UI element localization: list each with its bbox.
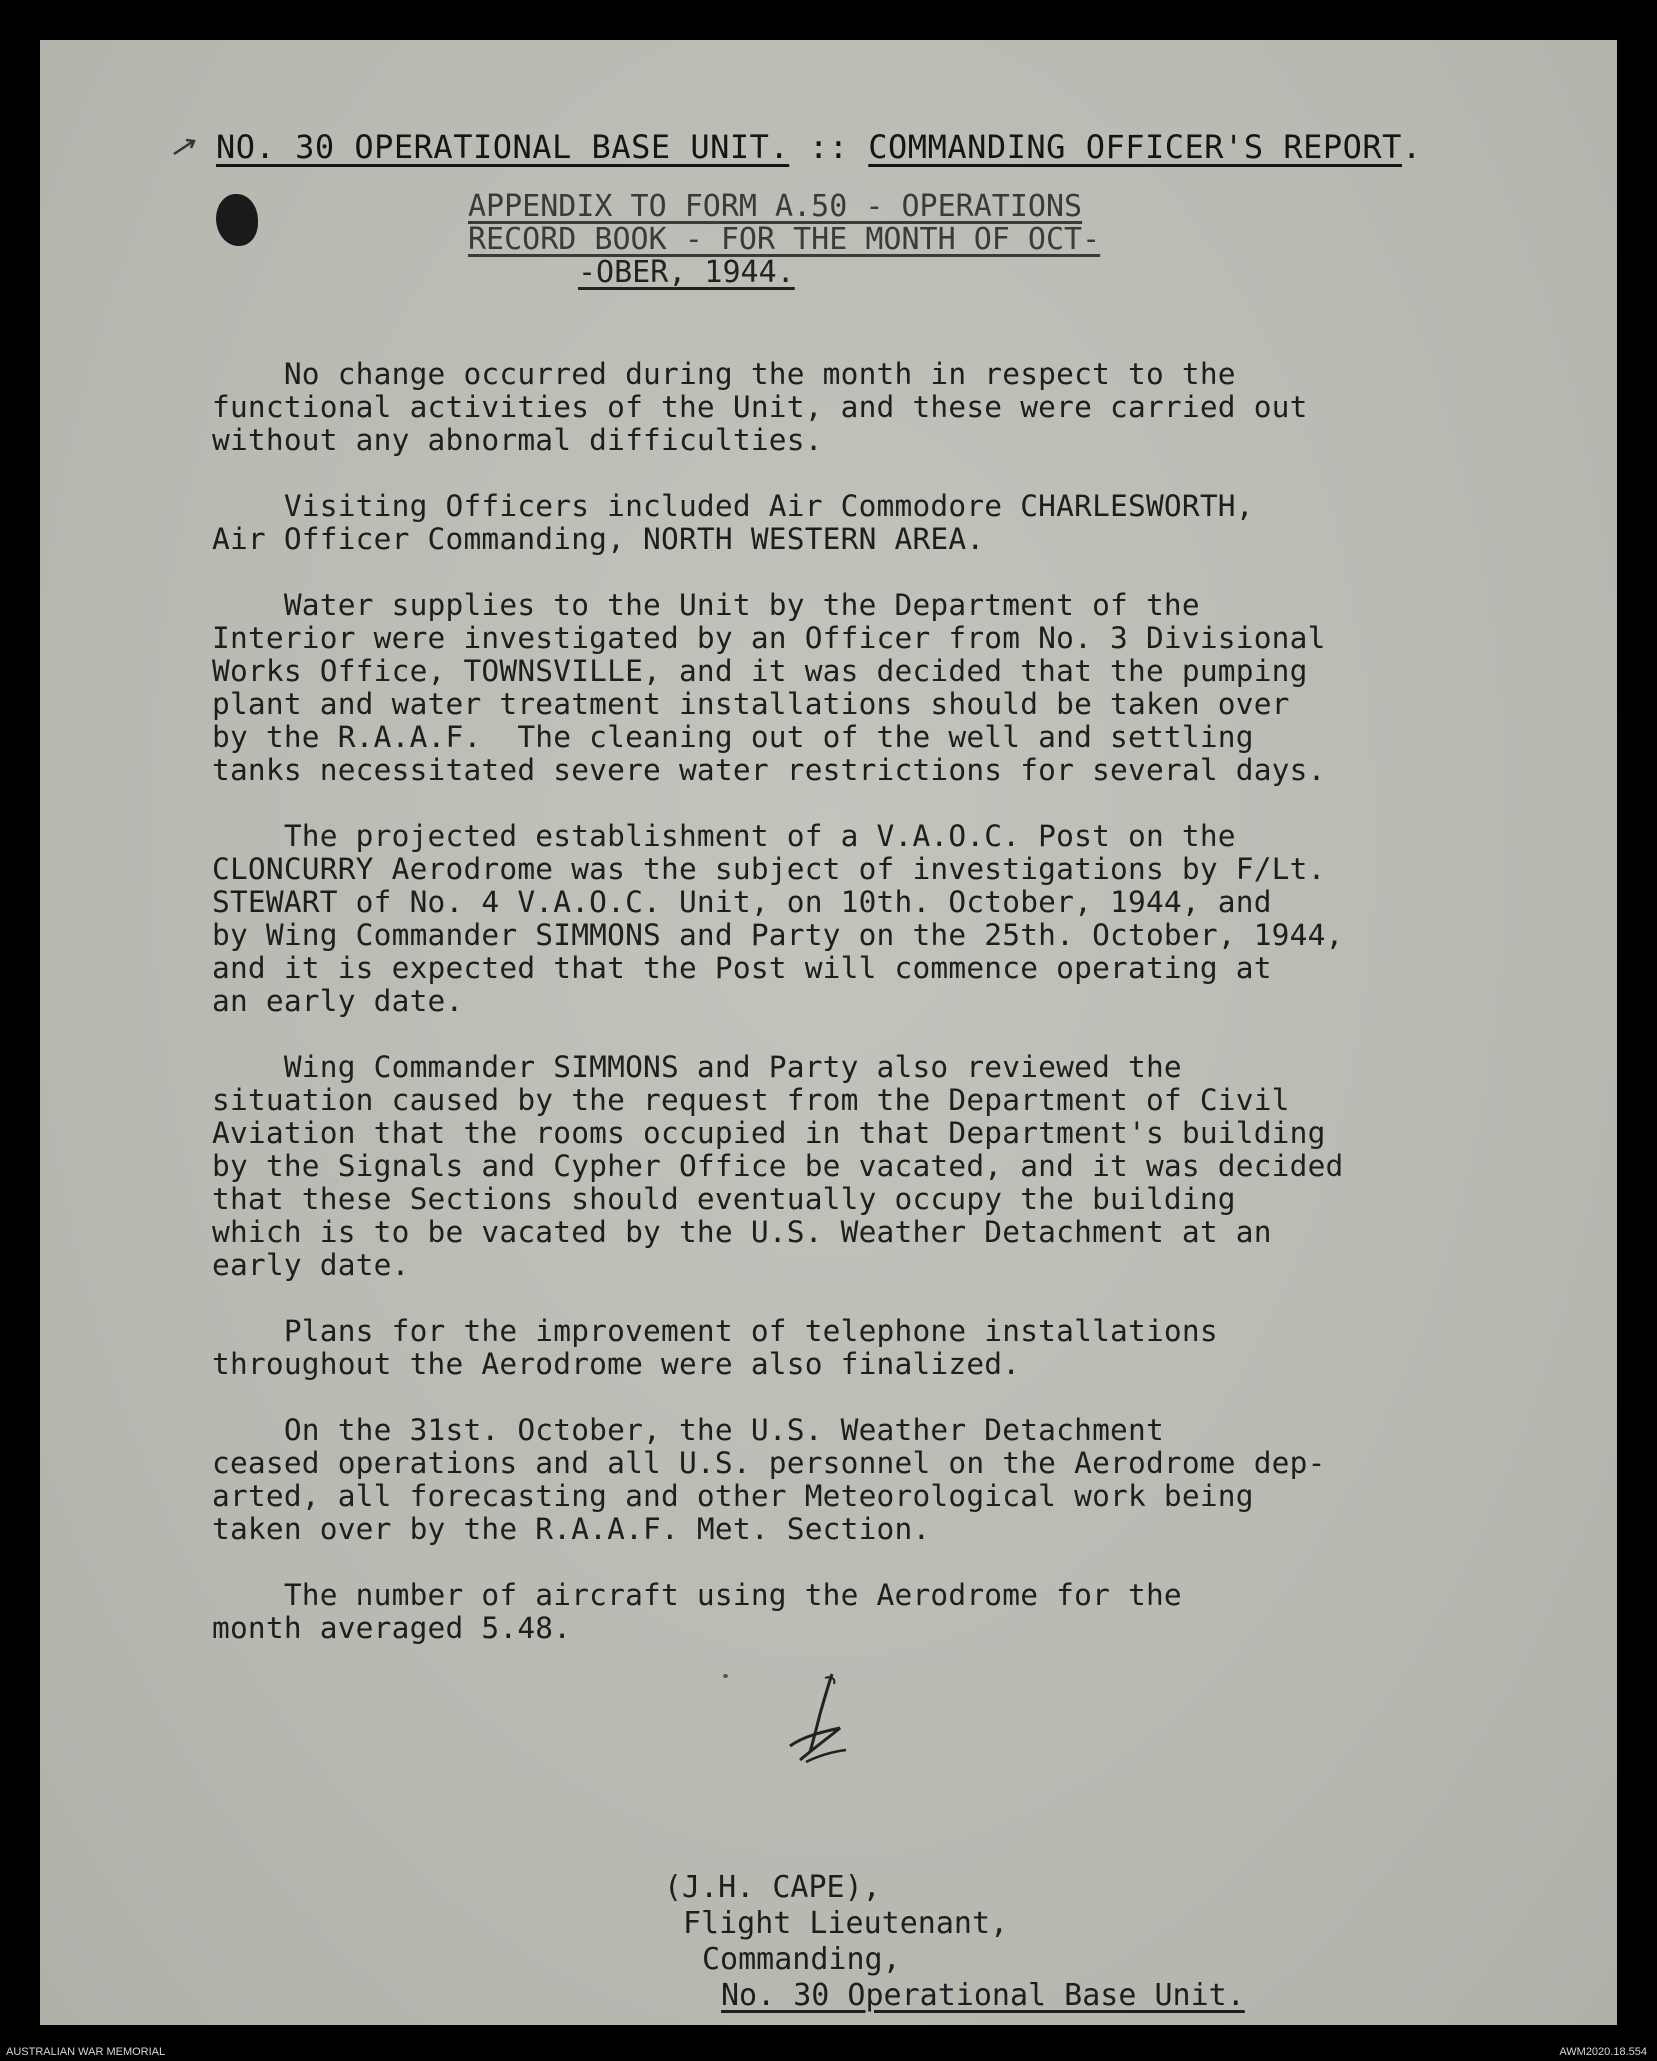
- punch-hole-mark: [216, 194, 258, 246]
- paragraph-line: by the Signals and Cypher Office be vacated, and it was decided: [212, 1149, 1344, 1183]
- appendix-title: [468, 190, 1228, 289]
- report-header: [216, 128, 1422, 166]
- paragraph-no-change: [212, 358, 1492, 457]
- paragraph-line: Aviation that the rooms occupied in that Department's building: [212, 1116, 1326, 1150]
- paragraph-line: month averaged 5.48.: [212, 1611, 572, 1645]
- signoff-rank: Flight Lieutenant,: [683, 1906, 1009, 1941]
- paragraph-line: Plans for the improvement of telephone installations: [212, 1314, 1218, 1348]
- paragraph-line: Interior were investigated by an Officer from No. 3 Divisional: [212, 621, 1326, 655]
- paragraph-line: The number of aircraft using the Aerodrome for the: [212, 1578, 1182, 1612]
- header-unit: NO. 30 OPERATIONAL BASE UNIT.: [216, 128, 790, 166]
- header-report: COMMANDING OFFICER'S REPORT: [868, 128, 1402, 166]
- paragraph-line: No change occurred during the month in respect to the: [212, 357, 1236, 391]
- signoff-name: (J.H. CAPE),: [664, 1870, 881, 1905]
- paragraph-line: taken over by the R.A.A.F. Met. Section.: [212, 1512, 931, 1546]
- paragraph-line: ceased operations and all U.S. personnel on the Aerodrome dep-: [212, 1446, 1326, 1480]
- paragraph-visiting-officers: [212, 490, 1492, 556]
- handwritten-signature: [770, 1666, 870, 1776]
- document-page: [40, 40, 1617, 2025]
- paragraph-line: early date.: [212, 1248, 410, 1282]
- paragraph-line: situation caused by the request from the Department of Civil: [212, 1083, 1290, 1117]
- paragraph-line: that these Sections should eventually occupy the building: [212, 1182, 1236, 1216]
- pencil-mark-icon: [172, 136, 202, 158]
- header-end-dot: .: [1401, 128, 1422, 166]
- ink-dot: [723, 1674, 728, 1678]
- appendix-line-3: -OBER, 1944.: [578, 255, 795, 290]
- paragraph-line: On the 31st. October, the U.S. Weather Detachment: [212, 1413, 1164, 1447]
- paragraph-aircraft-number: [212, 1579, 1492, 1645]
- paragraph-line: CLONCURRY Aerodrome was the subject of investigations by F/Lt.: [212, 852, 1326, 886]
- paragraph-signals-office: [212, 1051, 1492, 1282]
- paragraph-line: throughout the Aerodrome were also finalized.: [212, 1347, 1021, 1381]
- paragraph-line: STEWART of No. 4 V.A.O.C. Unit, on 10th. October, 1944, and: [212, 885, 1272, 919]
- paragraph-line: Visiting Officers included Air Commodore CHARLESWORTH,: [212, 489, 1254, 523]
- report-body: [212, 358, 1492, 1678]
- paragraph-line: by Wing Commander SIMMONS and Party on the 25th. October, 1944,: [212, 918, 1344, 952]
- paragraph-line: functional activities of the Unit, and these were carried out: [212, 390, 1308, 424]
- paragraph-line: which is to be vacated by the U.S. Weather Detachment at an: [212, 1215, 1272, 1249]
- footer-accession-number: AWM2020.18.554: [1559, 2046, 1647, 2058]
- paragraph-line: plant and water treatment installations should be taken over: [212, 687, 1290, 721]
- paragraph-line: The projected establishment of a V.A.O.C. Post on the: [212, 819, 1236, 853]
- paragraph-line: tanks necessitated severe water restrictions for several days.: [212, 753, 1326, 787]
- paragraph-line: an early date.: [212, 984, 464, 1018]
- appendix-line-2: RECORD BOOK - FOR THE MONTH OF OCT-: [468, 222, 1101, 257]
- header-separator: ::: [789, 128, 869, 166]
- paragraph-line: Air Officer Commanding, NORTH WESTERN AREA.: [212, 522, 985, 556]
- paragraph-line: arted, all forecasting and other Meteorological work being: [212, 1479, 1254, 1513]
- paragraph-line: Water supplies to the Unit by the Department of the: [212, 588, 1200, 622]
- signoff-unit: No. 30 Operational Base Unit.: [721, 1978, 1245, 2013]
- paragraph-line: Wing Commander SIMMONS and Party also reviewed the: [212, 1050, 1182, 1084]
- paragraph-weather-detachment: [212, 1414, 1492, 1546]
- paragraph-line: by the R.A.A.F. The cleaning out of the well and settling: [212, 720, 1254, 754]
- footer-institution: AUSTRALIAN WAR MEMORIAL: [6, 2046, 166, 2058]
- paragraph-line: without any abnormal difficulties.: [212, 423, 823, 457]
- paragraph-line: Works Office, TOWNSVILLE, and it was decided that the pumping: [212, 654, 1308, 688]
- paragraph-telephone: [212, 1315, 1492, 1381]
- signoff-block: [664, 1870, 1245, 2014]
- paragraph-water-supplies: [212, 589, 1492, 787]
- paragraph-line: and it is expected that the Post will commence operating at: [212, 951, 1272, 985]
- appendix-line-1: APPENDIX TO FORM A.50 - OPERATIONS: [468, 189, 1083, 224]
- signoff-role: Commanding,: [702, 1942, 901, 1977]
- paragraph-vaoc-post: [212, 820, 1492, 1018]
